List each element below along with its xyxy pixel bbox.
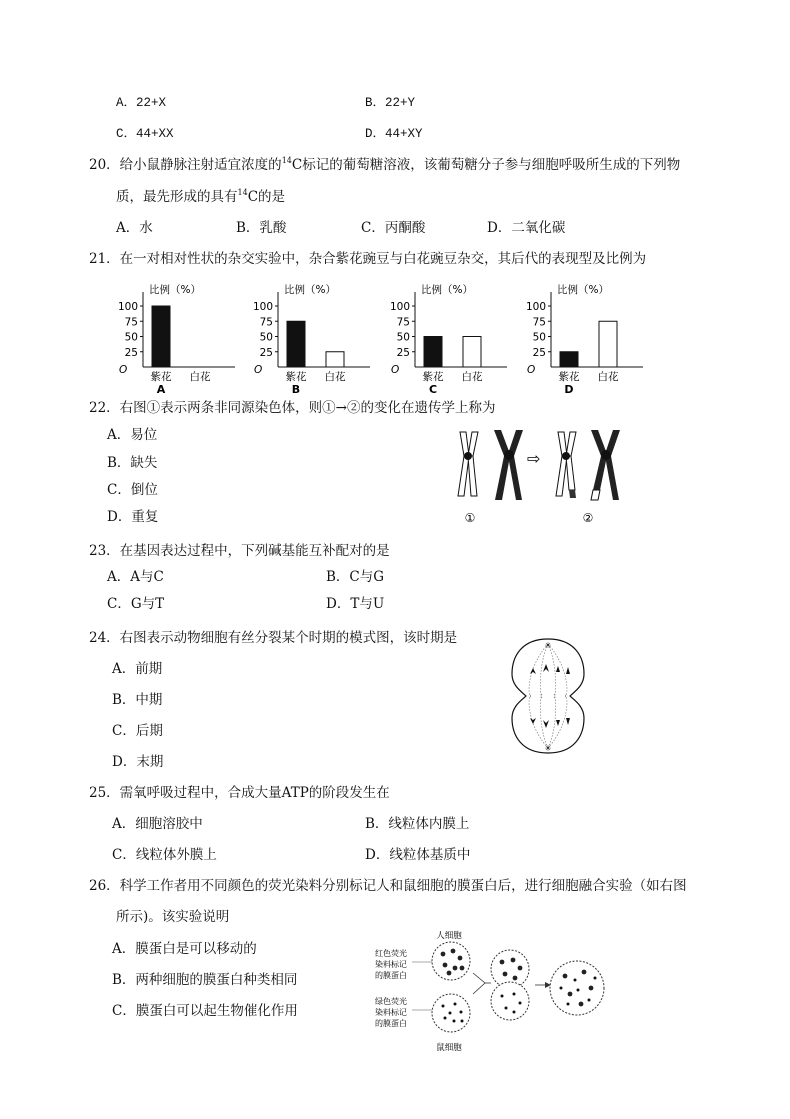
q26-option-c: C．膜蛋白可以起生物催化作用 <box>112 1003 298 1019</box>
q25-option-a: A．细胞溶胶中 <box>112 816 203 832</box>
chart-a-category-label: 白花 <box>189 371 211 383</box>
q26-option-b: B．两种细胞的膜蛋白种类相同 <box>112 972 298 988</box>
chart-d-ylabel: 比例（%） <box>557 284 609 296</box>
chart-b-bar-purple <box>287 321 305 367</box>
chart-b-ylabel: 比例（%） <box>284 284 336 296</box>
q19-option-b: B．22+Y <box>365 96 416 110</box>
q20-option-a: A．水 <box>116 220 153 236</box>
q24-option-d: D．末期 <box>112 754 164 770</box>
q20-option-d: D．二氧化碳 <box>487 220 566 236</box>
red-label-2: 染料标记 <box>375 960 407 969</box>
chromosome-white-2 <box>556 432 576 498</box>
chromosome-white-1 <box>458 432 478 496</box>
q22-option-d: D．重复 <box>107 509 159 525</box>
cell-fusion-figure <box>365 928 625 1053</box>
chart-a-panel-label: A <box>156 383 166 396</box>
chart-c-bar-white <box>463 337 481 368</box>
q26-stem-line2: 所示)。该实验说明 <box>116 909 230 925</box>
mouse-cell-label: 鼠细胞 <box>436 1043 462 1053</box>
chart-a-ytick-label: 25 <box>124 346 138 359</box>
q25-option-c: C．线粒体外膜上 <box>112 847 217 863</box>
green-label-3: 的膜蛋白 <box>375 1019 407 1028</box>
q24-stem: 24．右图表示动物细胞有丝分裂某个时期的模式图，该时期是 <box>89 630 458 646</box>
chart-b-panel-label: B <box>291 383 301 396</box>
q24-option-b: B．中期 <box>112 692 163 708</box>
red-label-3: 的膜蛋白 <box>375 971 407 980</box>
red-label-1: 红色荧光 <box>375 949 407 958</box>
chart-b-ytick-label: 75 <box>259 316 273 329</box>
q25-stem: 25．需氧呼吸过程中，合成大量ATP的阶段发生在 <box>89 785 390 801</box>
chart-c-ytick-label: 75 <box>396 316 410 329</box>
chart-b-ytick-label: 50 <box>259 331 273 344</box>
q21-stem: 21．在一对相对性状的杂交实验中，杂合紫花豌豆与白花豌豆杂交，其后代的表现型及比例为 <box>89 251 647 267</box>
q20-stem-line2: 质，最先形成的具有$^{14}$C的是 <box>116 188 286 205</box>
chart-a-category-label: 紫花 <box>150 371 172 383</box>
mitosis-cell-figure <box>508 636 588 756</box>
chart-b-ytick-label: 25 <box>259 346 273 359</box>
chart-d-ytick-label: 75 <box>532 316 546 329</box>
chart-d-ytick-label: 100 <box>525 301 546 313</box>
green-label-1: 绿色荧光 <box>375 997 407 1006</box>
q25-option-d: D．线粒体基质中 <box>365 847 471 863</box>
chart-b-origin: O <box>254 364 263 376</box>
q22-option-c: C．倒位 <box>107 482 158 498</box>
chromosome-figure <box>450 428 620 528</box>
q25-option-b: B．线粒体内膜上 <box>365 816 470 832</box>
q19-option-c: C．44+XX <box>116 127 174 141</box>
q21-bar-charts <box>0 278 790 398</box>
chart-c-ylabel: 比例（%） <box>421 284 473 296</box>
human-cell-label: 人细胞 <box>436 931 462 941</box>
q20-option-c: C．丙酮酸 <box>361 220 426 236</box>
chart-b-ytick-label: 100 <box>252 301 273 313</box>
q22-stem: 22．右图①表示两条非同源染色体，则①→②的变化在遗传学上称为 <box>89 400 496 416</box>
chart-b-bar-white <box>326 352 344 367</box>
green-label-2: 染料标记 <box>375 1008 407 1017</box>
chart-c-category-label: 紫花 <box>422 371 444 383</box>
q20-stem-line1: 20．给小鼠静脉注射适宜浓度的$^{14}$C标记的葡萄糖溶液，该葡萄糖分子参与细胞呼吸所生成的下列物 <box>89 156 681 173</box>
q19-option-a: A．22+X <box>116 96 167 110</box>
fused-cell-bottom <box>491 982 529 1020</box>
q19-option-d: D．44+XY <box>365 127 423 141</box>
q22-option-a: A．易位 <box>107 427 158 443</box>
chart-d-category-label: 紫花 <box>558 371 580 383</box>
figure-label-2: ② <box>582 511 594 525</box>
q23-option-d: D．T与U <box>326 596 385 612</box>
q24-option-a: A．前期 <box>112 661 163 677</box>
arrow-icon: ⇨ <box>527 449 541 468</box>
chart-a-origin: O <box>119 364 128 376</box>
chart-a-ytick-label: 100 <box>117 301 138 313</box>
q22-option-b: B．缺失 <box>107 455 158 471</box>
chart-a-ylabel: 比例（%） <box>149 284 201 296</box>
chart-d-bar-purple <box>560 352 578 367</box>
chart-a-ytick-label: 75 <box>124 316 138 329</box>
chart-c-ytick-label: 100 <box>389 301 410 313</box>
figure-label-1: ① <box>464 511 476 525</box>
chromosome-black-2 <box>591 430 620 500</box>
q23-option-b: B．C与G <box>326 569 385 585</box>
chart-c-panel-label: C <box>428 383 438 396</box>
chart-c-origin: O <box>391 364 400 376</box>
chromosome-black-1 <box>494 430 523 500</box>
q24-option-c: C．后期 <box>112 723 163 739</box>
q23-stem: 23．在基因表达过程中，下列碱基能互补配对的是 <box>89 543 390 559</box>
chart-d-bar-white <box>599 321 617 367</box>
chart-d-origin: O <box>527 364 536 376</box>
q20-option-b: B．乳酸 <box>236 220 287 236</box>
chart-a-bar-purple <box>152 306 170 367</box>
q23-option-a: A．A与C <box>107 569 164 585</box>
chart-c-ytick-label: 50 <box>396 331 410 344</box>
chart-b-category-label: 紫花 <box>285 371 307 383</box>
chart-c-ytick-label: 25 <box>396 346 410 359</box>
chart-a-ytick-label: 50 <box>124 331 138 344</box>
chart-c-category-label: 白花 <box>461 371 483 383</box>
svg-text:✳: ✳ <box>544 744 552 753</box>
q23-option-c: C．G与T <box>107 596 165 612</box>
chart-d-panel-label: D <box>564 383 574 396</box>
chart-d-category-label: 白花 <box>597 371 619 383</box>
chart-d-ytick-label: 25 <box>532 346 546 359</box>
hybrid-cell <box>550 961 604 1015</box>
svg-text:✳: ✳ <box>544 641 552 650</box>
q26-option-a: A．膜蛋白是可以移动的 <box>112 941 257 957</box>
chart-d-ytick-label: 50 <box>532 331 546 344</box>
q26-stem-line1: 26．科学工作者用不同颜色的荧光染料分别标记人和鼠细胞的膜蛋白后，进行细胞融合实验（如右图 <box>89 878 687 894</box>
chart-b-category-label: 白花 <box>324 371 346 383</box>
chart-c-bar-purple <box>424 337 442 368</box>
